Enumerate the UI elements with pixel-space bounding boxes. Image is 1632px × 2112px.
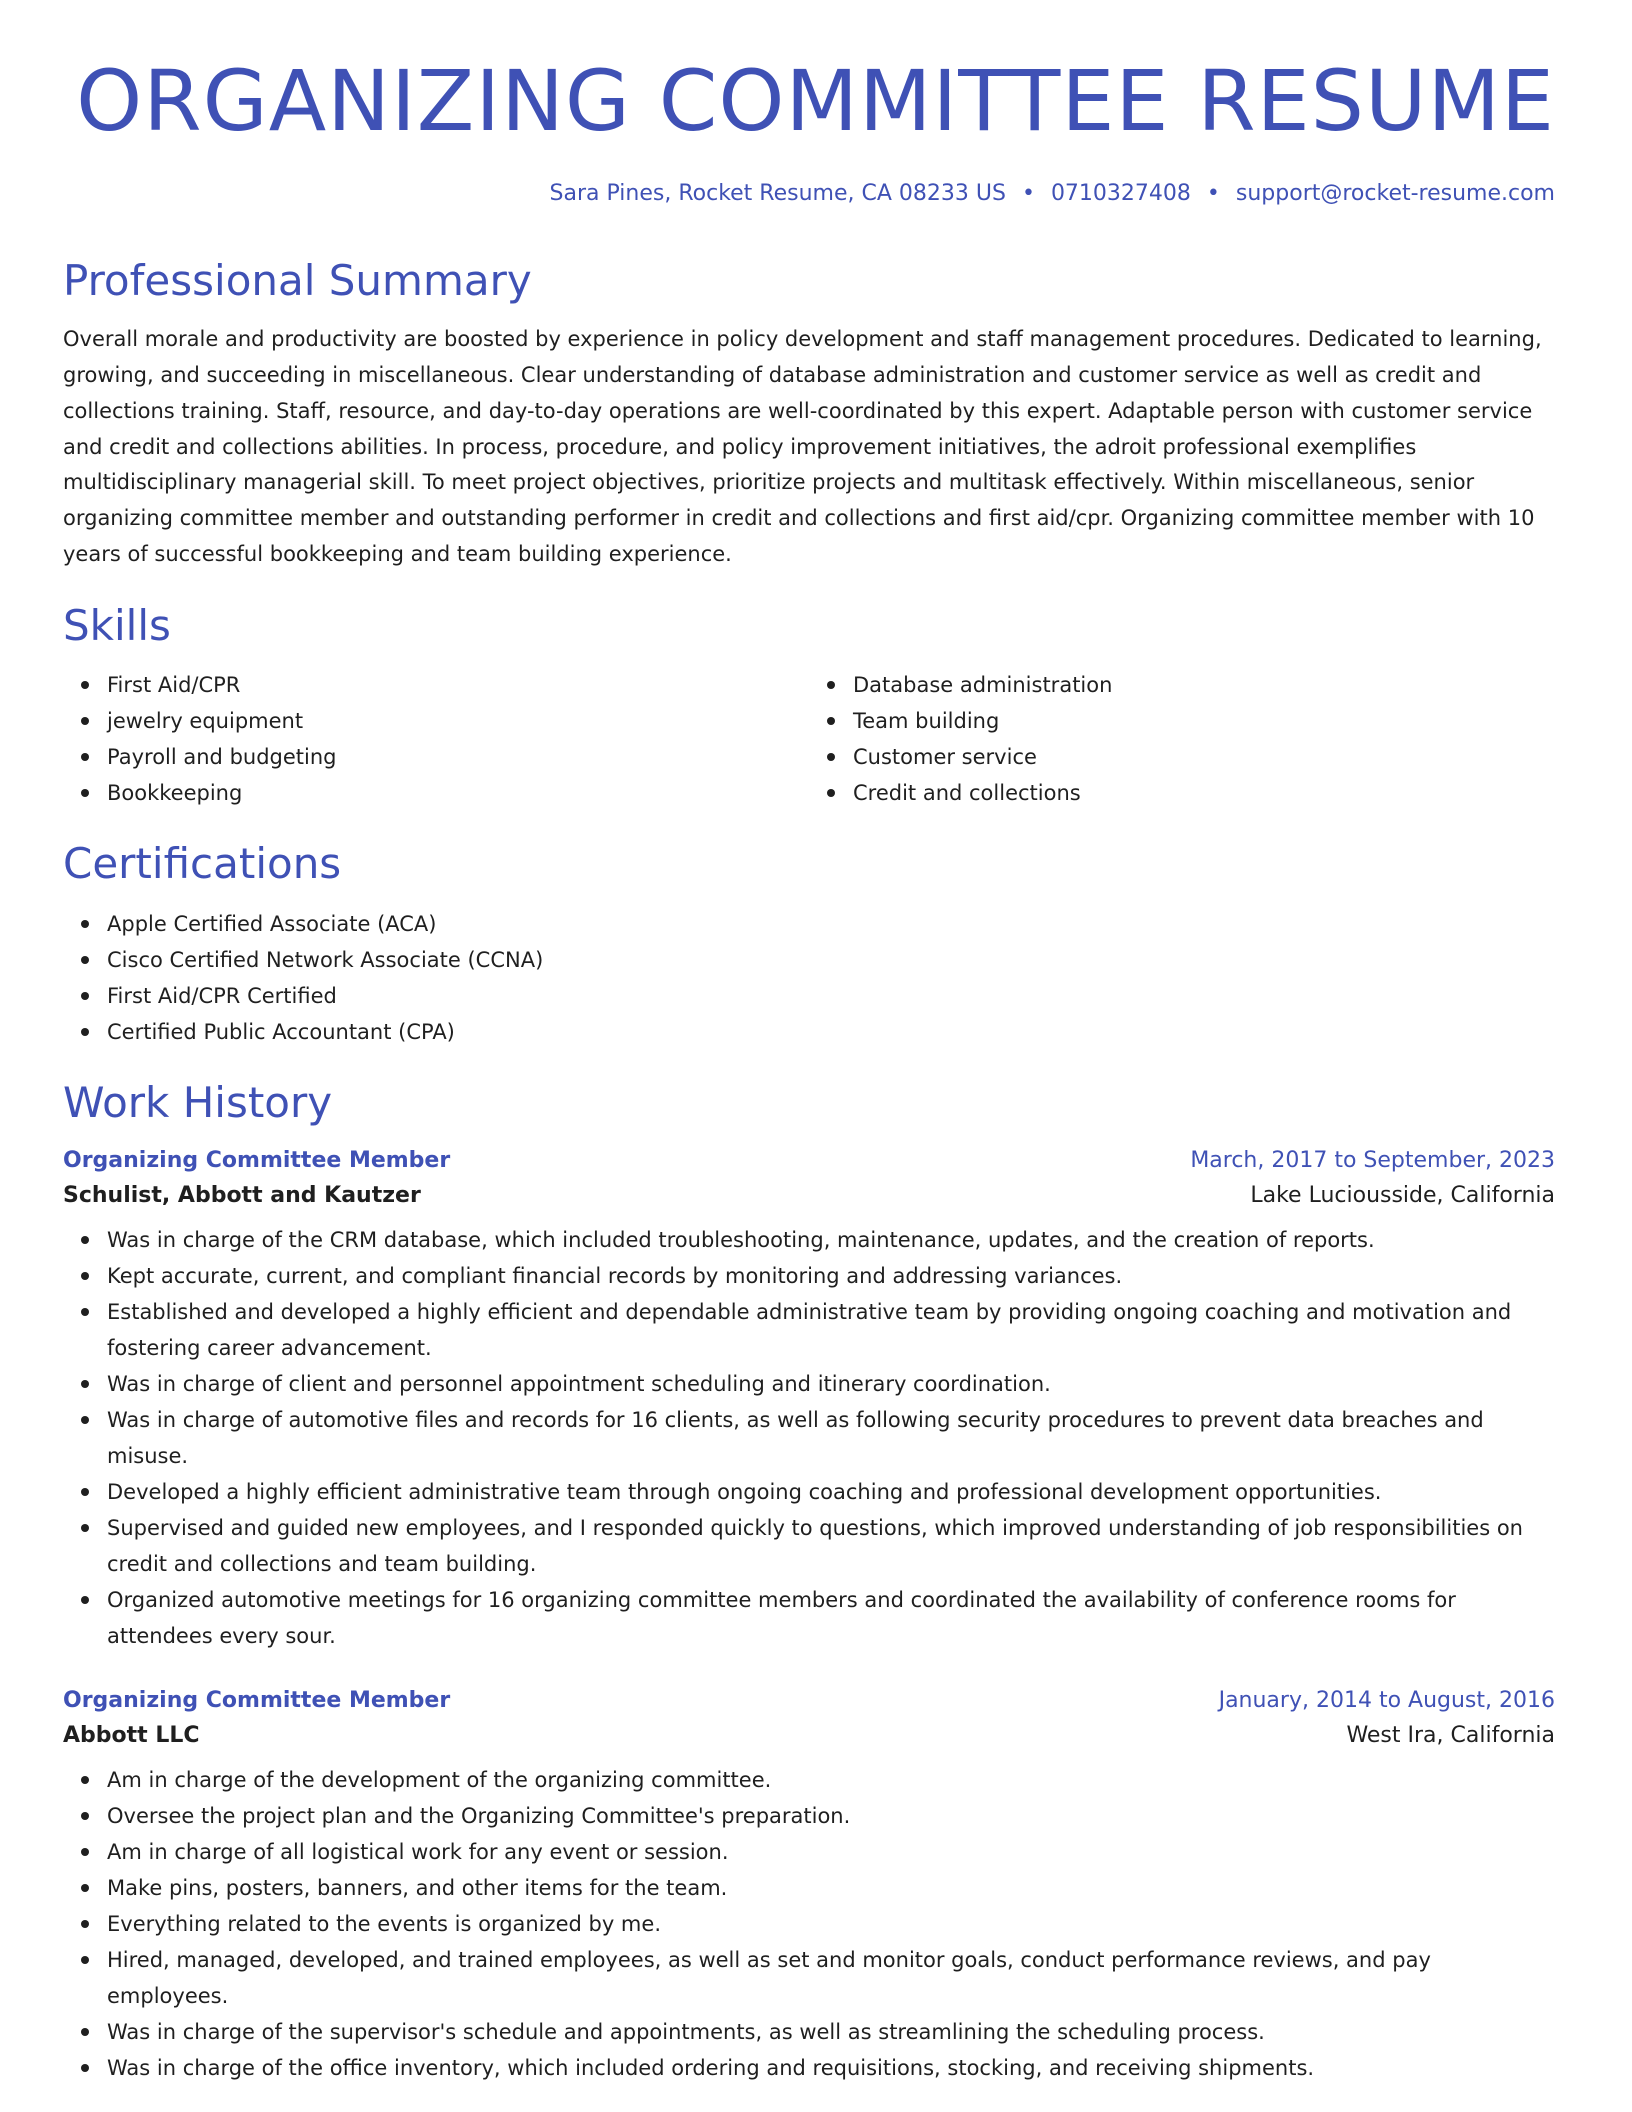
job-bullet: Was in charge of the supervisor's schedule and appointments, as well as streamlining the scheduling process. (107, 2014, 1555, 2050)
job-bullet: Organized automotive meetings for 16 organizing committee members and coordinated the availability of conference rooms for attendees every sour. (107, 1582, 1555, 1654)
job-bullet: Make pins, posters, banners, and other items for the team. (107, 1870, 1555, 1906)
job-location: West Ira, California (1346, 1722, 1555, 1748)
job-header (63, 1148, 1555, 1173)
skill-item: Database administration (853, 667, 1555, 703)
work-history-heading: Work History (63, 1077, 333, 1127)
contact-email[interactable]: support@rocket-resume.com (1235, 181, 1555, 207)
job-role: Organizing Committee Member (63, 1147, 451, 1173)
skills-heading: Skills (63, 600, 171, 650)
resume-title: ORGANIZING COMMITTEE RESUME (76, 52, 1555, 150)
job-bullet: Was in charge of automotive files and records for 16 clients, as well as following security procedures to prevent data breaches and misuse. (107, 1402, 1555, 1474)
contact-phone: 0710327408 (1050, 181, 1191, 207)
contact-address: Sara Pines, Rocket Resume, CA 08233 US (549, 181, 1006, 207)
certifications-list (63, 906, 1555, 1050)
skill-item: jewelry equipment (107, 703, 809, 739)
job-bullet: Was in charge of the office inventory, which included ordering and requisitions, stocking, and receiving shipments. (107, 2050, 1555, 2086)
job-subheader (63, 1183, 1555, 1208)
job-bullet: Was in charge of client and personnel appointment scheduling and itinerary coordination. (107, 1366, 1555, 1402)
certification-item: Certified Public Accountant (CPA) (107, 1014, 1555, 1050)
job-location: Lake Luciousside, California (1250, 1182, 1555, 1208)
job-bullet: Am in charge of the development of the organizing committee. (107, 1762, 1555, 1798)
job-bullet: Kept accurate, current, and compliant financial records by monitoring and addressing variances. (107, 1258, 1555, 1294)
skills-list (63, 667, 1555, 811)
job-bullet: Established and developed a highly efficient and dependable administrative team by providing ongoing coaching and motivation and fostering career advancement. (107, 1294, 1555, 1366)
certification-item: Cisco Certified Network Associate (CCNA) (107, 942, 1555, 978)
certification-item: Apple Certified Associate (ACA) (107, 906, 1555, 942)
job-company: Abbott LLC (63, 1722, 200, 1748)
certifications-heading: Certifications (63, 839, 342, 889)
job-bullet: Was in charge of the CRM database, which included troubleshooting, maintenance, updates, and the creation of reports. (107, 1222, 1555, 1258)
skill-item: Payroll and budgeting (107, 739, 809, 775)
summary-text: Overall morale and productivity are boosted by experience in policy development and staff management procedures. Dedicated to learning, growing, and succeeding in miscellaneous. Clear understanding of database administration and customer service as well as credit and collections training. Staff, resource, and day-to-day operations are well-coordinated by this expert. Adaptable person with customer service and credit and collections abilities. In process, procedure, and policy improvement initiatives, the adroit professional exemplifies multidisciplinary managerial skill. To meet project objectives, prioritize projects and multitask effectively. Within miscellaneous, senior organizing committee member and outstanding performer in credit and collections and first aid/cpr. Organizing committee member with 10 years of successful bookkeeping and team building experience. (63, 327, 1542, 566)
job-entry (63, 1148, 1555, 1654)
job-bullet: Supervised and guided new employees, and I responded quickly to questions, which improved understanding of job responsibilities on credit and collections and team building. (107, 1510, 1555, 1582)
job-bullets (63, 1762, 1555, 2086)
job-dates: March, 2017 to September, 2023 (1190, 1147, 1555, 1173)
contact-line (63, 181, 1555, 207)
job-bullet: Developed a highly efficient administrative team through ongoing coaching and professional development opportunities. (107, 1474, 1555, 1510)
job-role: Organizing Committee Member (63, 1687, 451, 1713)
job-subheader (63, 1723, 1555, 1748)
skills-column-right (809, 667, 1555, 811)
skill-item: Bookkeeping (107, 775, 809, 811)
summary-heading: Professional Summary (63, 255, 532, 305)
job-bullet: Hired, managed, developed, and trained employees, as well as set and monitor goals, conduct performance reviews, and pay employees. (107, 1942, 1555, 2014)
job-company: Schulist, Abbott and Kautzer (63, 1182, 421, 1208)
resume-page (63, 0, 1555, 2086)
job-header (63, 1688, 1555, 1713)
job-bullet: Oversee the project plan and the Organizing Committee's preparation. (107, 1798, 1555, 1834)
certification-item: First Aid/CPR Certified (107, 978, 1555, 1014)
skill-item: Team building (853, 703, 1555, 739)
contact-separator: • (1021, 181, 1035, 207)
job-entry (63, 1688, 1555, 2086)
contact-separator: • (1206, 181, 1220, 207)
job-bullet: Am in charge of all logistical work for any event or session. (107, 1834, 1555, 1870)
skill-item: Credit and collections (853, 775, 1555, 811)
job-bullets (63, 1222, 1555, 1654)
skill-item: First Aid/CPR (107, 667, 809, 703)
skill-item: Customer service (853, 739, 1555, 775)
job-dates: January, 2014 to August, 2016 (1218, 1687, 1555, 1713)
job-bullet: Everything related to the events is organized by me. (107, 1906, 1555, 1942)
skills-column-left (63, 667, 809, 811)
